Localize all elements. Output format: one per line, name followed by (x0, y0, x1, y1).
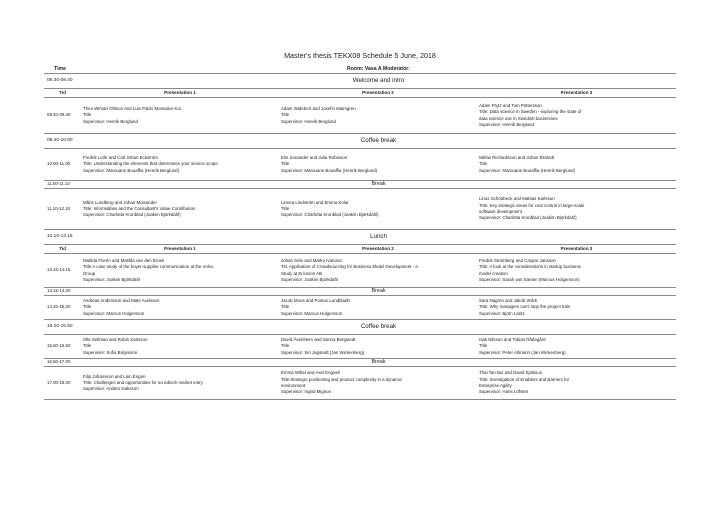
presentation-3-cell (477, 98, 676, 134)
presentation-line: Supervisor: Henrik Berglund (479, 121, 534, 127)
session-row (44, 149, 676, 181)
presentation-line: Supervisor: Ingrid Mignon (281, 389, 332, 395)
presentation-line: Title: Investigation of Enablers and Barriers for (479, 376, 570, 382)
time-cell: 11.00-11.10 (44, 181, 81, 189)
presentation-3-cell (477, 335, 676, 359)
room-header-row (44, 65, 676, 74)
presentation-line: Adam Widebert and Josefin Malmgren (281, 106, 356, 112)
presentation-1-cell (81, 296, 279, 320)
presentation-2-header: Presentation 2 (279, 245, 477, 254)
presentation-line: Title (281, 112, 290, 118)
time-cell: 08.40-09.40 (44, 98, 81, 134)
time-cell: 08.30-08.40 (44, 74, 81, 89)
presentation-1-cell (81, 335, 279, 359)
presentation-line: Måns Lundberg and Johan Moisander (83, 199, 157, 205)
presentation-line: Niklas Richardsson and Johan Ekstedt (479, 155, 555, 161)
presentation-line: Supervisor: Marouane Bouaffia (Henrik Berglund) (281, 167, 378, 173)
event-label: Coffee break (81, 320, 676, 335)
presentation-line: Matilda Florén and Matilda van den Broek (83, 257, 165, 263)
event-row-lunch (44, 230, 676, 245)
presentation-line: Title (281, 304, 290, 310)
presentation-2-cell (279, 149, 477, 181)
presentation-line: Adam Prytz and Tom Pettersson (479, 102, 542, 108)
time-cell: 10.00-11.00 (44, 149, 81, 181)
presentation-line: Title:Strategic positioning and product complexity in a dynamic (281, 376, 403, 382)
presentation-line: Supervisor: Anders Isaksson (83, 386, 139, 392)
time-cell: 14.20-15.20 (44, 296, 81, 320)
presentation-line: Title: Why managers can't stop the project train (479, 304, 571, 310)
presentation-line: Supervisor: Björn Lantz (479, 310, 525, 316)
presentation-line: Supervisor: Marouane Bouaffia (Henrik Berglund) (479, 167, 576, 173)
presentation-line: Title: Informalities and the Consultant's Value Contribution (83, 205, 196, 211)
presentation-line: Theo Wiman Ohlson and Luis Pablo Monsalvo Koi (83, 106, 181, 112)
presentation-3-cell (477, 254, 676, 288)
presentation-2-header: Presentation 2 (279, 89, 477, 98)
presentation-line: Supervisor: Joakim Björkdahl (83, 276, 140, 282)
presentation-3-cell (477, 367, 676, 400)
presentation-2-cell (279, 335, 477, 359)
presentation-line: model creation (479, 270, 508, 276)
session-row (44, 98, 676, 134)
presentation-line: David Åsenheim and Sanna Bergstedt (281, 337, 356, 343)
presentation-line: Supervisor: Sofia Börjesson (83, 349, 138, 355)
presentation-line: Title (83, 343, 92, 349)
time-cell: 17.00-18.00 (44, 367, 81, 400)
presentation-line: Title (479, 343, 488, 349)
presentation-line: Title (83, 112, 92, 118)
schedule-table (44, 65, 676, 400)
presentation-line: Linnea Lindström and Emma Kolar (281, 199, 349, 205)
presentation-line: Supervisor: Joakim Björkdahl (281, 276, 338, 282)
time-cell: 15.20-15.50 (44, 320, 81, 335)
presentation-line: Title (479, 161, 488, 167)
presentation-line: Supervisor: Marcus Holgersson (281, 310, 343, 316)
presentation-line: Supervisor: Henrik Berglund (83, 118, 138, 124)
presentation-line: Emma Wiftel and Axel Engvall (281, 370, 340, 376)
event-label: Lunch (81, 230, 676, 245)
presentation-line: Titl. Application of Crowdsourcing for Business Model Development - a (281, 264, 418, 270)
presentation-2-cell (279, 189, 477, 230)
presentation-line: Supervisor: Peter Altmann (Jan Wickenberg) (479, 349, 566, 355)
time-cell: 11.10-12.10 (44, 189, 81, 230)
presentation-1-header: Presentation 1 (81, 245, 279, 254)
time-column-header: Time (44, 65, 81, 74)
presentation-1-cell (81, 254, 279, 288)
event-label: Welcome and intro (81, 74, 676, 89)
session-row (44, 296, 676, 320)
presentation-line: Title: Key strategic areas for cost control in large-scale (479, 202, 585, 208)
page-title: Master's thesis TEKX08 Schedule 5 June, 2018 (284, 51, 436, 60)
presentation-2-cell (279, 367, 477, 400)
presentation-3-cell (477, 296, 676, 320)
presentation-line: Title: A look at the considerations in startup business (479, 264, 581, 270)
presentation-3-cell (477, 149, 676, 181)
event-label: Break (81, 181, 676, 189)
presentation-line: Jacob Moos and Pontus Lundbladh (281, 298, 350, 304)
presentation-line: Andreas Andersson and Mats Axelsson (83, 298, 160, 304)
presentation-1-cell (81, 189, 279, 230)
presentation-line: Title (83, 304, 92, 310)
presentation-line: Title: Challenges and opportunities for an edtech market entry (83, 379, 203, 385)
presentation-line: Enterprise Agility (479, 383, 512, 388)
event-label: Coffee break (81, 134, 676, 149)
presentation-line: Study at Ericsson AB (281, 270, 322, 276)
event-row-welcome (44, 74, 676, 89)
session-header-row (44, 89, 676, 98)
event-row-coffee-break (44, 134, 676, 149)
event-row-break (44, 359, 676, 367)
event-label: Break (81, 288, 676, 296)
presentation-line: Supervisor: Sarah van Santen (Marcus Holgersson) (479, 276, 580, 282)
presentation-line: Thai Tan Bui and David Sjölinius (479, 370, 542, 376)
tid-header: Tid (44, 245, 81, 254)
presentation-line: Supervisor: Marcus Holgersson (83, 310, 145, 316)
event-row-coffee-break (44, 320, 676, 335)
time-cell: 14.15-14.20 (44, 288, 81, 296)
session-header-row (44, 245, 676, 254)
presentation-line: Supervisor: Henrik Berglund (281, 118, 336, 124)
presentation-line: Title: Understanding the elements that determines your service scope (83, 161, 218, 167)
presentation-line: Supervisor: Hans Löfsten (479, 389, 529, 395)
session-row (44, 189, 676, 230)
presentation-line: Supervisor: Siri Jagstedt (Jan Wickenberg) (281, 349, 365, 355)
presentation-line: Isak Nilsson and Tobias Rådegård (479, 337, 546, 343)
time-cell: 16.50-17.00 (44, 359, 81, 367)
presentation-line: software development (479, 209, 522, 214)
presentation-line: Group (83, 270, 96, 276)
presentation-line: Linus Schönbeck and Mattias Karlsson (479, 196, 555, 202)
time-cell: 13.15-14.15 (44, 254, 81, 288)
presentation-line: environment (281, 383, 306, 388)
presentation-line: Supervisor: Charlotta Kronblad (Joakim Björkdahl) (281, 212, 379, 218)
time-cell: 12.10-13.15 (44, 230, 81, 245)
session-row (44, 367, 676, 400)
presentation-1-cell (81, 367, 279, 400)
presentation-1-header: Presentation 1 (81, 89, 279, 98)
session-row (44, 335, 676, 359)
presentation-line: Fredrik Strömberg and Caspar Jansson (479, 257, 556, 263)
presentation-line: Title (281, 343, 290, 349)
presentation-2-cell (279, 296, 477, 320)
time-cell: 15.50-16.50 (44, 335, 81, 359)
presentation-2-cell (279, 254, 477, 288)
presentation-3-header: Presentation 3 (477, 89, 676, 98)
presentation-line: Title (281, 205, 290, 211)
presentation-3-cell (477, 189, 676, 230)
presentation-line: Title: Data science in Sweden - exploring the state of (479, 109, 582, 115)
presentation-2-cell (279, 98, 477, 134)
session-row (44, 254, 676, 288)
event-row-break (44, 288, 676, 296)
presentation-1-cell (81, 149, 279, 181)
presentation-line: Sara Nagren and Jakob Wilck (479, 298, 538, 304)
presentation-line: Fredrik Leife and Carl Johan Eckström (83, 155, 158, 161)
presentation-line: Supervisor: Marouane Bouaffia (Henrik Berglund) (83, 167, 180, 173)
presentation-line: Title:A case study of the buyer-supplier communication at the Volvo (83, 264, 214, 270)
presentation-line: Supervisor: Charlotta Kronblad (Joakim Björkdahl) (479, 215, 577, 221)
presentation-line: data science use in Swedish businesses (479, 115, 558, 121)
room-label: Room: Vasa A Moderator: (81, 65, 676, 74)
event-label: Break (81, 359, 676, 367)
tid-header: Tid (44, 89, 81, 98)
presentation-line: Supervisor: Charlotta Kronblad (Joakim Björkdahl) (83, 212, 181, 218)
presentation-3-header: Presentation 3 (477, 245, 676, 254)
presentation-line: Elin Sonander and Julia Robinson (281, 155, 348, 161)
presentation-1-cell (81, 98, 279, 134)
presentation-line: Johan Sele and Marko Ivanovic (281, 257, 343, 263)
presentation-line: Title (281, 161, 290, 167)
presentation-line: Filip Johansson and Linn Engen (83, 373, 146, 379)
presentation-line: Olle Sellman and Robin Karlsson (83, 337, 148, 343)
event-row-break (44, 181, 676, 189)
time-cell: 09.40-10.00 (44, 134, 81, 149)
